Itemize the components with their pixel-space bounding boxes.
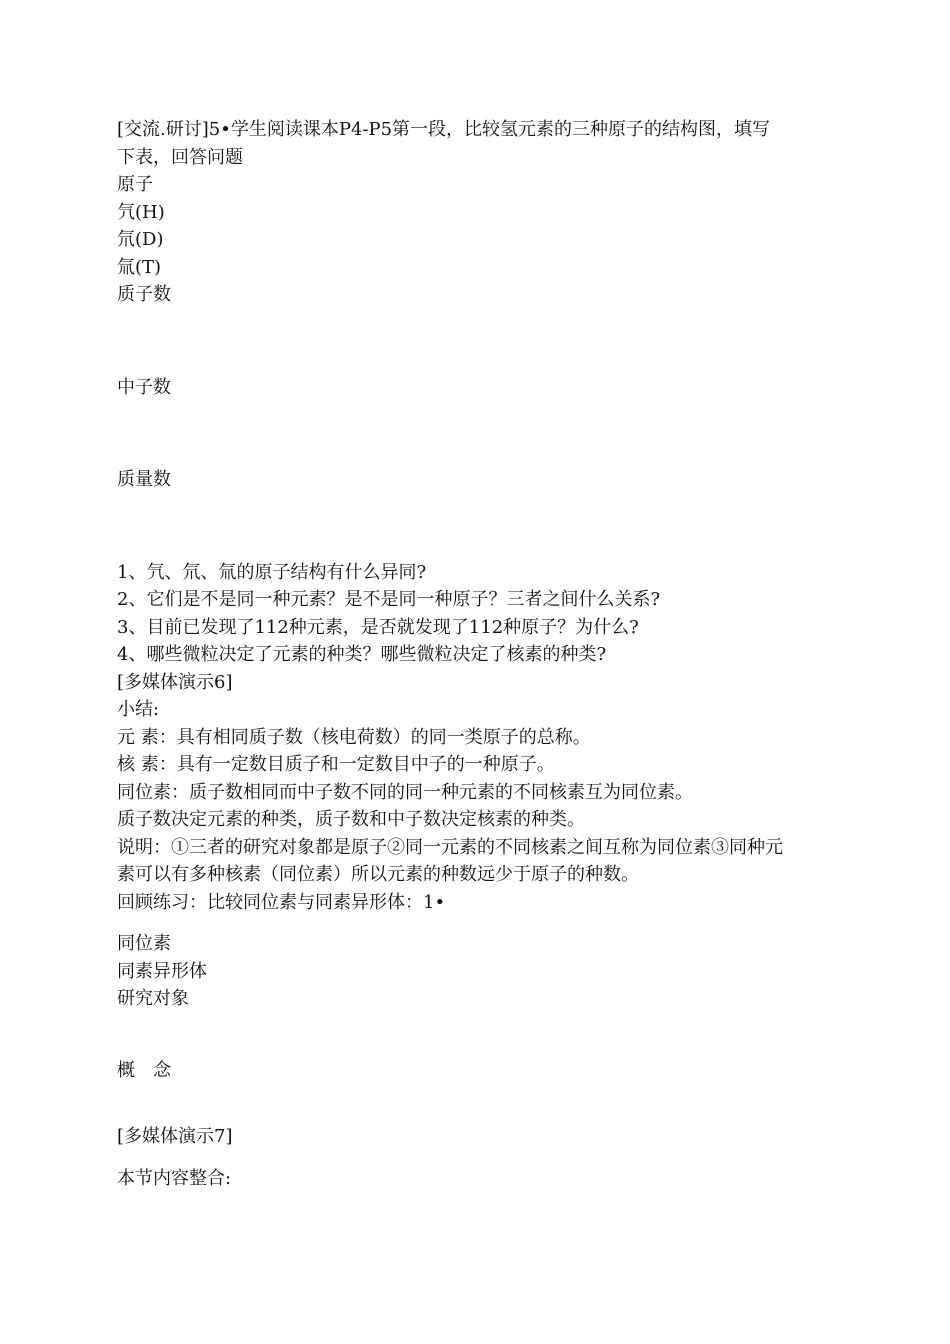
table-header-atom: 原子: [117, 174, 153, 195]
review-title: 回顾练习：比较同位素与同素异形体：1•: [117, 891, 446, 913]
summary-element: 元 素：具有相同质子数（核电荷数）的同一类原子的总称。: [117, 726, 591, 748]
review-row-object: 研究对象: [117, 988, 189, 1009]
document-body: [117, 116, 837, 1192]
review-col-allotrope: 同素异形体: [117, 960, 207, 982]
question-2: 2、它们是不是同一种元素？是不是同一种原子？三者之间什么关系?: [117, 589, 661, 610]
media-demo-7: [多媒体演示7]: [117, 1126, 233, 1147]
summary-nuclide: 核 素：具有一定数目质子和一定数目中子的一种原子。: [117, 754, 555, 775]
summary-note-line-2: 素可以有多种核素（同位素）所以元素的种数远少于原子的种数。: [117, 864, 639, 885]
review-row-concept: 概 念: [117, 1059, 171, 1081]
summary-note-line-1: 说明：①三者的研究对象都是原子②同一元素的不同核素之间互称为同位素③同种元: [117, 836, 783, 858]
row-mass-number: 质量数: [117, 469, 171, 490]
review-col-isotope: 同位素: [117, 933, 171, 954]
atom-deuterium: 氘(D): [117, 229, 164, 250]
media-demo-6: [多媒体演示6]: [117, 671, 233, 693]
atom-tritium: 氚(T): [117, 256, 162, 278]
intro-line-2: 下表，回答问题: [117, 146, 243, 168]
question-1: 1、氕、氘、氚的原子结构有什么异同?: [117, 561, 427, 583]
summary-isotope: 同位素：质子数相同而中子数不同的同一种元素的不同核素互为同位素。: [117, 781, 693, 803]
row-neutron-number: 中子数: [117, 376, 171, 398]
intro-line-1: [交流.研讨]5•学生阅读课本P4-P5第一段，比较氢元素的三种原子的结构图，填写: [117, 119, 771, 140]
summary-title: 小结:: [117, 699, 160, 720]
atom-protium: 氕(H): [117, 201, 165, 223]
section-integration: 本节内容整合:: [117, 1167, 232, 1189]
row-proton-number: 质子数: [117, 284, 171, 305]
summary-determine: 质子数决定元素的种类，质子数和中子数决定核素的种类。: [117, 809, 585, 830]
question-3: 3、目前已发现了112种元素，是否就发现了112种原子？为什么?: [117, 616, 639, 638]
question-4: 4、哪些微粒决定了元素的种类？哪些微粒决定了核素的种类?: [117, 644, 607, 665]
